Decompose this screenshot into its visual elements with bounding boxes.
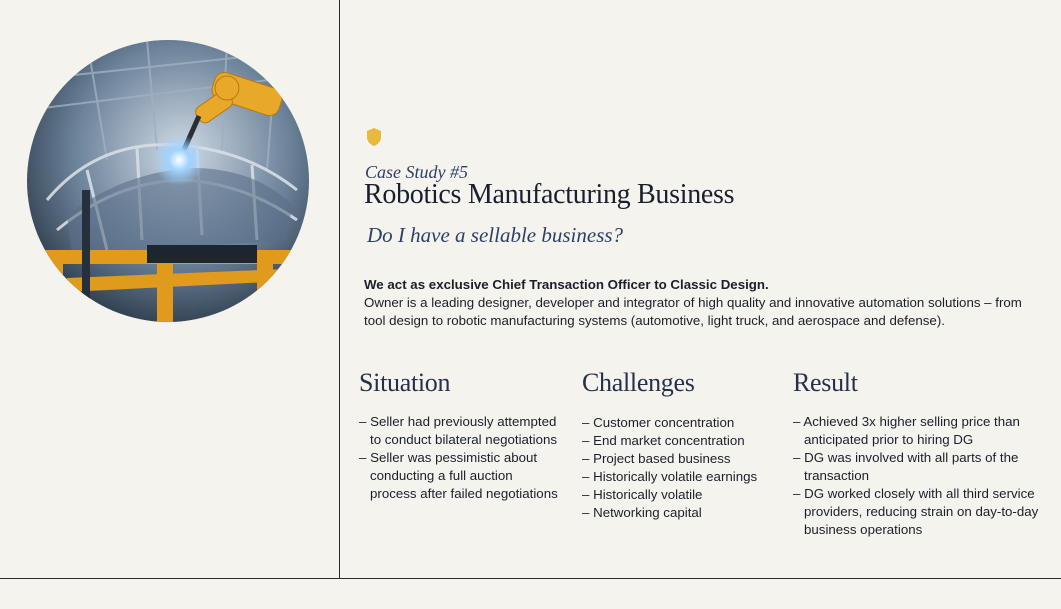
page-title: Robotics Manufacturing Business xyxy=(364,179,735,210)
case-study-label: Case Study #5 xyxy=(365,162,468,182)
list-item: – Networking capital xyxy=(582,504,782,522)
challenges-column xyxy=(582,368,782,522)
list-item: – End market concentration xyxy=(582,432,782,450)
vertical-divider xyxy=(339,0,340,578)
challenges-list xyxy=(582,414,782,522)
situation-list xyxy=(359,413,559,503)
intro-lead: We act as exclusive Chief Transaction Officer to Classic Design. xyxy=(364,277,769,292)
list-item: – Historically volatile earnings xyxy=(582,468,782,486)
result-heading: Result xyxy=(793,368,858,397)
situation-column xyxy=(359,368,559,503)
list-item: – Achieved 3x higher selling price than anticipated prior to hiring DG xyxy=(793,413,1043,449)
shield-icon xyxy=(367,128,381,146)
horizontal-divider xyxy=(0,578,1061,579)
robotic-welding-photo xyxy=(27,40,309,322)
list-item: – Project based business xyxy=(582,450,782,468)
situation-heading: Situation xyxy=(359,368,451,397)
list-item: – DG was involved with all parts of the transaction xyxy=(793,449,1043,485)
page-question: Do I have a sellable business? xyxy=(367,223,624,247)
list-item: – Seller was pessimistic about conducting a full auction process after failed negotiations xyxy=(359,449,559,503)
list-item: – Seller had previously attempted to conduct bilateral negotiations xyxy=(359,413,559,449)
challenges-heading: Challenges xyxy=(582,368,695,397)
result-list xyxy=(793,413,1043,539)
intro-paragraph xyxy=(364,276,1034,330)
result-column xyxy=(793,368,1043,539)
list-item: – Historically volatile xyxy=(582,486,782,504)
intro-body: Owner is a leading designer, developer and integrator of high quality and innovative automation solutions – from tool design to robotic manufacturing systems (automotive, light truck, and aerospace and defense). xyxy=(364,295,1022,328)
list-item: – DG worked closely with all third service providers, reducing strain on day-to-day business operations xyxy=(793,485,1043,539)
list-item: – Customer concentration xyxy=(582,414,782,432)
